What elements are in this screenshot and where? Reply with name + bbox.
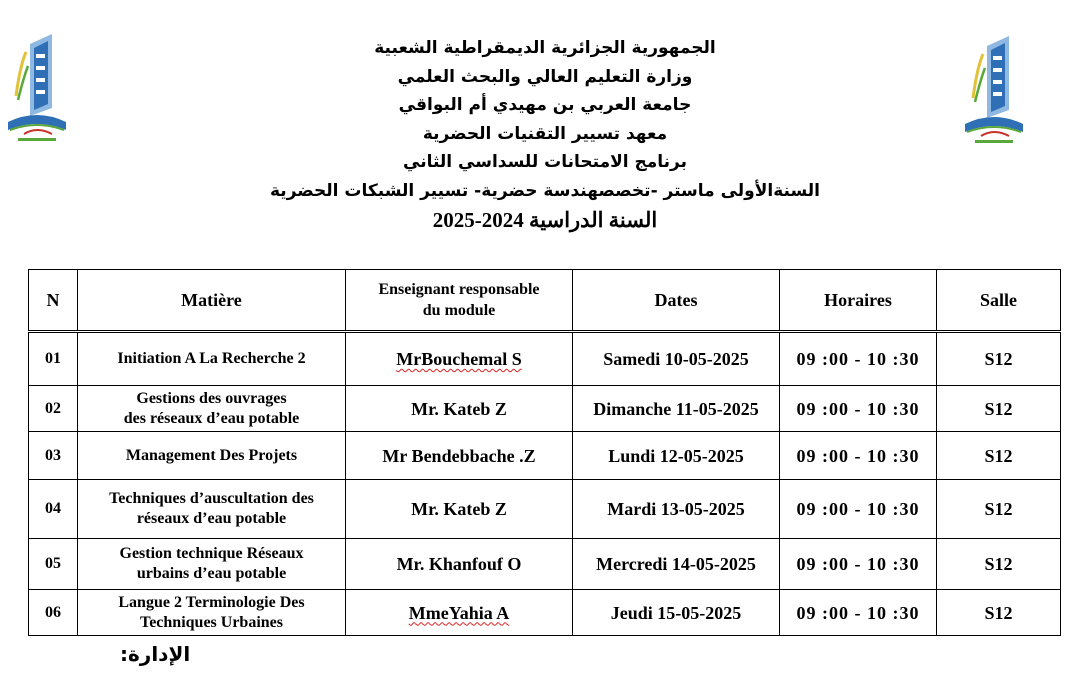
- cell-matiere-line2: réseaux d’eau potable: [136, 510, 287, 527]
- column-header-matiere: Matière: [78, 270, 346, 332]
- cell-horaire: 09 :00 - 10 :30: [780, 480, 937, 539]
- header-ministry: وزارة التعليم العالي والبحث العلمي: [397, 66, 693, 87]
- column-header-dates: Dates: [573, 270, 780, 332]
- cell-enseignant-text: Mr. Khanfouf O: [396, 554, 522, 574]
- cell-matiere: [78, 332, 346, 386]
- table-row: [29, 539, 1061, 590]
- cell-horaire: 09 :00 - 10 :30: [780, 539, 937, 590]
- cell-enseignant: [346, 386, 573, 432]
- column-header-enseignant-line1: Enseignant responsable: [378, 281, 540, 298]
- cell-matiere-line2: Techniques Urbaines: [140, 613, 283, 631]
- university-logo-icon: [4, 26, 70, 150]
- cell-date: Jeudi 15-05-2025: [573, 590, 780, 636]
- cell-n: 06: [29, 590, 78, 636]
- header-exam-program: برنامج الامتحانات للسداسي الثاني: [403, 152, 687, 173]
- cell-matiere: [78, 590, 346, 636]
- cell-matiere: [78, 539, 346, 590]
- cell-salle: S12: [937, 432, 1061, 480]
- cell-matiere: [78, 386, 346, 432]
- table-row: [29, 432, 1061, 480]
- cell-n: 05: [29, 539, 78, 590]
- header-institute: معهد تسيير التقنيات الحضرية: [422, 123, 668, 144]
- cell-date: Lundi 12-05-2025: [573, 432, 780, 480]
- cell-enseignant-text: Mr. Kateb Z: [411, 499, 507, 519]
- cell-enseignant-text: MmeYahia A: [408, 602, 510, 623]
- cell-enseignant: [346, 332, 573, 386]
- column-header-enseignant-line2: du module: [422, 302, 496, 319]
- cell-enseignant-text: Mr Bendebbache .Z: [382, 445, 536, 466]
- cell-horaire: 09 :00 - 10 :30: [780, 386, 937, 432]
- cell-matiere: [78, 432, 346, 480]
- cell-matiere: [78, 480, 346, 539]
- header-republic: الجمهورية الجزائرية الديمقراطية الشعبية: [374, 38, 716, 58]
- table-header-row: [29, 270, 1061, 332]
- university-logo-icon: [961, 28, 1027, 152]
- cell-matiere-line2: urbains d’eau potable: [136, 565, 287, 582]
- cell-matiere-line1: Gestion technique Réseaux: [119, 545, 304, 562]
- cell-matiere-line1: Techniques d’auscultation des: [109, 490, 314, 507]
- cell-enseignant: [346, 590, 573, 636]
- column-header-n: N: [29, 270, 78, 332]
- cell-n: 04: [29, 480, 78, 539]
- header-level-specialty: السنةالأولى ماستر -تخصصهندسة حضرية- تسيير الشبكات الحضرية: [270, 180, 820, 201]
- cell-matiere-line1: Management Des Projets: [125, 446, 298, 464]
- cell-date: Dimanche 11-05-2025: [573, 386, 780, 432]
- table-row: [29, 590, 1061, 636]
- cell-n: 01: [29, 332, 78, 386]
- cell-n: 03: [29, 432, 78, 480]
- administration-label: الإدارة:: [120, 642, 191, 666]
- cell-enseignant: [346, 432, 573, 480]
- cell-enseignant-text: Mr. Kateb Z: [411, 398, 507, 419]
- cell-salle: S12: [937, 539, 1061, 590]
- document-header: [150, 34, 940, 234]
- cell-date: Mardi 13-05-2025: [573, 480, 780, 539]
- table-row: [29, 480, 1061, 539]
- header-university: جامعة العربي بن مهيدي أم البواقي: [398, 95, 692, 116]
- exam-schedule-table: [28, 269, 1061, 636]
- column-header-horaires: Horaires: [780, 270, 937, 332]
- cell-date: Mercredi 14-05-2025: [573, 539, 780, 590]
- cell-n: 02: [29, 386, 78, 432]
- cell-salle: S12: [937, 590, 1061, 636]
- cell-matiere-line1: Langue 2 Terminologie Des: [118, 593, 305, 611]
- table-row: [29, 332, 1061, 386]
- cell-horaire: 09 :00 - 10 :30: [780, 590, 937, 636]
- cell-salle: S12: [937, 386, 1061, 432]
- cell-matiere-line2: des réseaux d’eau potable: [123, 409, 300, 427]
- cell-enseignant-text: MrBouchemal S: [396, 349, 522, 369]
- header-academic-year: السنة الدراسية 2024-2025: [432, 207, 658, 232]
- cell-horaire: 09 :00 - 10 :30: [780, 332, 937, 386]
- column-header-enseignant: [346, 270, 573, 332]
- column-header-salle: Salle: [937, 270, 1061, 332]
- cell-enseignant: [346, 480, 573, 539]
- cell-horaire: 09 :00 - 10 :30: [780, 432, 937, 480]
- cell-salle: S12: [937, 332, 1061, 386]
- cell-date: Samedi 10-05-2025: [573, 332, 780, 386]
- table-row: [29, 386, 1061, 432]
- cell-matiere-line1: Gestions des ouvrages: [136, 389, 287, 407]
- cell-enseignant: [346, 539, 573, 590]
- cell-salle: S12: [937, 480, 1061, 539]
- cell-matiere-line1: Initiation A La Recherche 2: [117, 350, 306, 367]
